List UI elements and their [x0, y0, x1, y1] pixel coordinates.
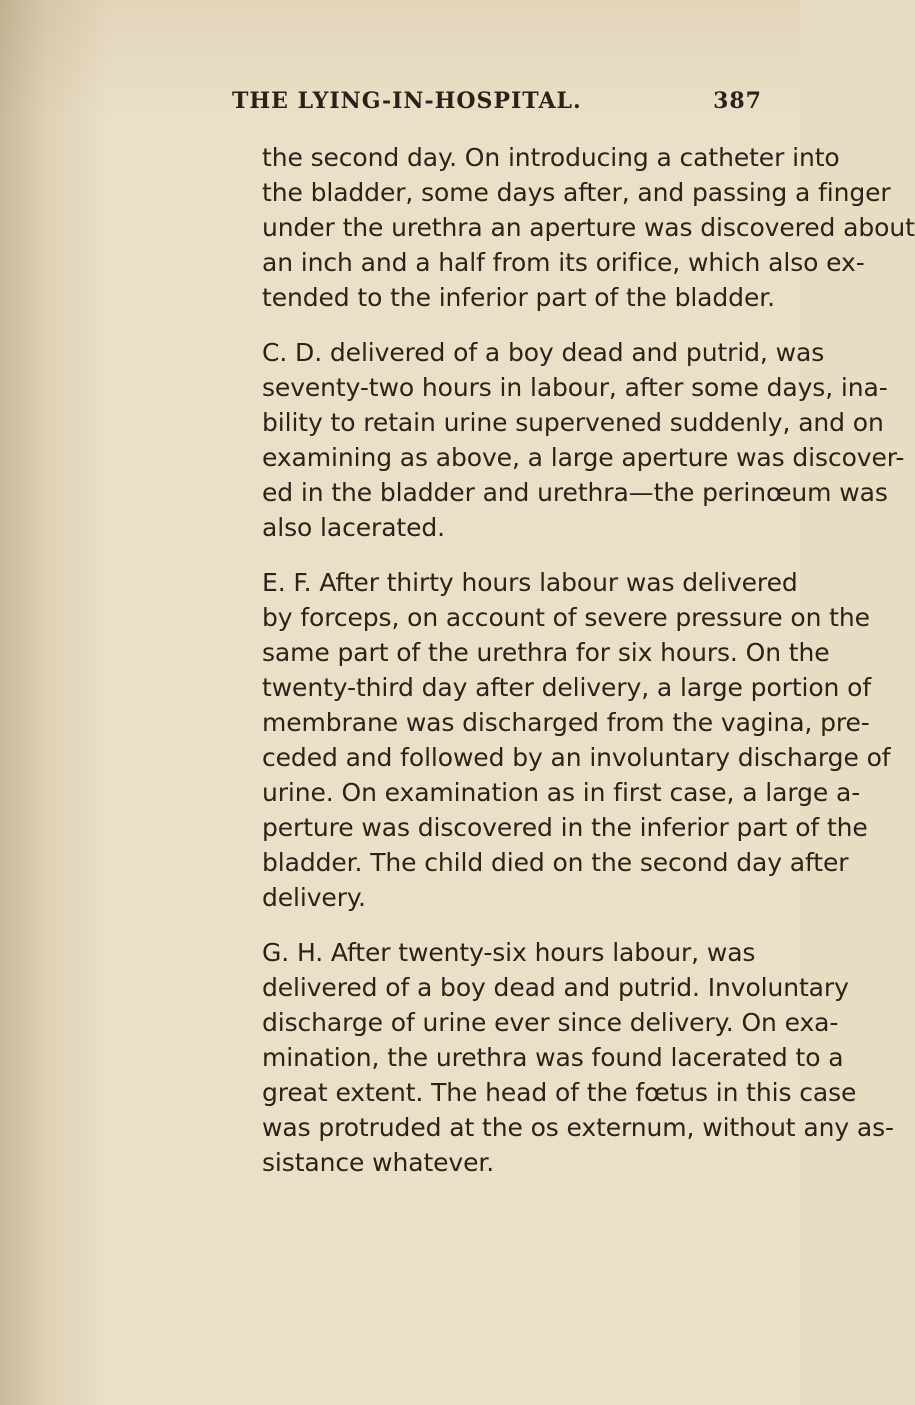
text-line: by forceps, on account of severe pressure on the: [262, 603, 870, 632]
text-line: E. F. After thirty hours labour was delivered: [262, 568, 798, 597]
text-line: the second day. On introducing a catheter into: [262, 143, 840, 172]
text-line: examining as above, a large aperture was discover-: [262, 443, 905, 472]
paragraph-3: [262, 565, 891, 915]
text-line: the bladder, some days after, and passing a finger: [262, 178, 891, 207]
text-line: mination, the urethra was found lacerated to a: [262, 1043, 844, 1072]
text-line: delivered of a boy dead and putrid. Involuntary: [262, 973, 849, 1002]
text-line: sistance whatever.: [262, 1148, 495, 1177]
text-line: same part of the urethra for six hours. On the: [262, 638, 830, 667]
text-line: seventy-two hours in labour, after some days, ina-: [262, 373, 888, 402]
text-line: tended to the inferior part of the bladder.: [262, 283, 775, 312]
text-line: urine. On examination as in first case, a large a-: [262, 778, 861, 807]
text-line: twenty-third day after delivery, a large portion of: [262, 673, 872, 702]
text-line: an inch and a half from its orifice, which also ex-: [262, 248, 865, 277]
text-line: was protruded at the os externum, without any as-: [262, 1113, 894, 1142]
text-line: ed in the bladder and urethra—the perinœum was: [262, 478, 888, 507]
paragraph-4: [262, 935, 894, 1180]
text-line: under the urethra an aperture was discovered about: [262, 213, 915, 242]
page-number: 387: [713, 88, 762, 114]
running-title: THE LYING-IN-HOSPITAL.: [232, 88, 582, 114]
paragraph-1: [262, 140, 915, 315]
text-line: G. H. After twenty-six hours labour, was: [262, 938, 756, 967]
text-line: bladder. The child died on the second day after: [262, 848, 849, 877]
text-line: perture was discovered in the inferior part of the: [262, 813, 868, 842]
text-line: also lacerated.: [262, 513, 446, 542]
text-line: C. D. delivered of a boy dead and putrid, was: [262, 338, 825, 367]
text-line: delivery.: [262, 883, 366, 912]
text-line: great extent. The head of the fœtus in this case: [262, 1078, 857, 1107]
body-text: [262, 140, 915, 1180]
text-line: membrane was discharged from the vagina, pre-: [262, 708, 870, 737]
paragraph-2: [262, 335, 905, 545]
text-line: ceded and followed by an involuntary discharge of: [262, 743, 891, 772]
text-line: bility to retain urine supervened suddenly, and on: [262, 408, 884, 437]
text-line: discharge of urine ever since delivery. On exa-: [262, 1008, 839, 1037]
running-head: [232, 88, 762, 118]
